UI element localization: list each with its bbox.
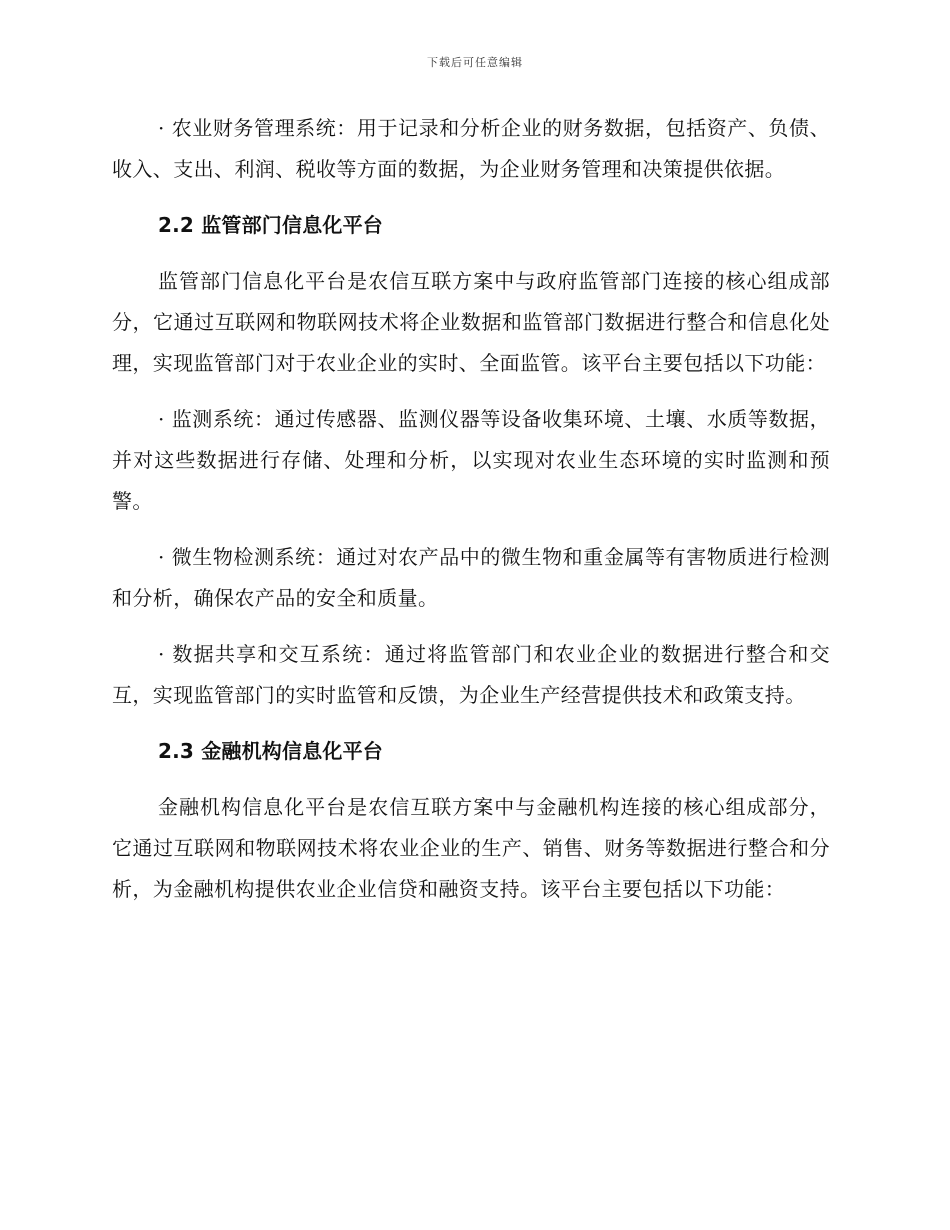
bullet-microbe-detection: · 微生物检测系统：通过对农产品中的微生物和重金属等有害物质进行检测和分析，确保农产品的安全和质量。	[112, 545, 830, 610]
spacer	[112, 190, 830, 205]
spacer	[112, 246, 830, 261]
spacer	[112, 522, 830, 537]
spacer	[112, 619, 830, 634]
bullet-monitoring-system: · 监测系统：通过传感器、监测仪器等设备收集环境、土壤、水质等数据，并对这些数据进行存储、处理和分析，以实现对农业生态环境的实时监测和预警。	[112, 407, 830, 513]
spacer	[112, 716, 830, 731]
section-heading-2-2: 2.2 监管部门信息化平台	[158, 213, 383, 237]
bullet-data-sharing: · 数据共享和交互系统：通过将监管部门和农业企业的数据进行整合和交互，实现监管部门的实时监管和反馈，为企业生产经营提供技术和政策支持。	[112, 642, 830, 707]
section-heading-2-3: 2.3 金融机构信息化平台	[158, 739, 383, 763]
spacer	[112, 772, 830, 787]
document-body	[112, 108, 830, 910]
header-note: 下载后可任意编辑	[427, 56, 523, 69]
spacer	[112, 384, 830, 399]
bullet-finance-system: · 农业财务管理系统：用于记录和分析企业的财务数据，包括资产、负债、收入、支出、利润、税收等方面的数据，为企业财务管理和决策提供依据。	[112, 116, 830, 181]
paragraph-finance-platform: 金融机构信息化平台是农信互联方案中与金融机构连接的核心组成部分，它通过互联网和物联网技术将农业企业的生产、销售、财务等数据进行整合和分析，为金融机构提供农业企业信贷和融资支持。该平台主要包括以下功能：	[112, 795, 830, 901]
paragraph-regulator-platform: 监管部门信息化平台是农信互联方案中与政府监管部门连接的核心组成部分，它通过互联网和物联网技术将企业数据和监管部门数据进行整合和信息化处理，实现监管部门对于农业企业的实时、全面监管。该平台主要包括以下功能：	[112, 269, 830, 375]
